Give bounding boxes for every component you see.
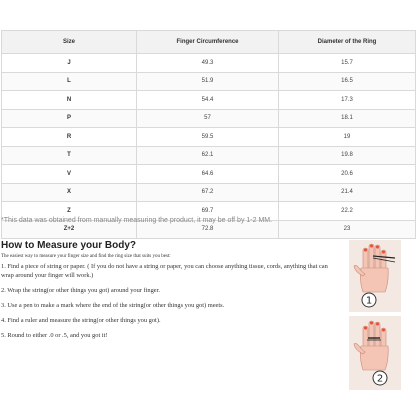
cell-size: T	[2, 146, 137, 165]
cell-circumference: 69.7	[137, 202, 279, 221]
table-row	[2, 183, 416, 202]
cell-size: L	[2, 72, 137, 91]
cell-diameter: 22.2	[279, 202, 416, 221]
cell-diameter: 23	[279, 220, 416, 239]
howto-title: How to Measure your Body?	[1, 240, 137, 251]
table-row	[2, 91, 416, 110]
cell-size: V	[2, 165, 137, 184]
cell-size: J	[2, 54, 137, 73]
cell-circumference: 67.2	[137, 183, 279, 202]
cell-circumference: 54.4	[137, 91, 279, 110]
cell-circumference: 57	[137, 109, 279, 128]
hand2-number: 2	[376, 373, 384, 385]
table-row	[2, 54, 416, 73]
cell-diameter: 21.4	[279, 183, 416, 202]
howto-step: 3. Use a pen to make a mark where the end of the string(or other things you got) meets.	[1, 302, 225, 309]
hand-mark-string-icon	[349, 316, 401, 390]
hand-illustration-1	[349, 240, 401, 312]
cell-diameter: 20.6	[279, 165, 416, 184]
cell-circumference: 49.3	[137, 54, 279, 73]
cell-size: N	[2, 91, 137, 110]
howto-steps	[1, 262, 341, 346]
cell-size: Z	[2, 202, 137, 221]
cell-diameter: 17.3	[279, 91, 416, 110]
cell-diameter: 18.1	[279, 109, 416, 128]
table-row	[2, 165, 416, 184]
howto-step: 5. Round to either .0 or .5, and you got it!	[1, 332, 108, 339]
cell-diameter: 16.5	[279, 72, 416, 91]
hand1-number: 1	[365, 295, 373, 307]
table-row	[2, 109, 416, 128]
table-header-row	[2, 31, 416, 54]
cell-circumference: 59.5	[137, 128, 279, 147]
howto-step: 2. Wrap the string(or other things you got) around your finger.	[1, 287, 161, 294]
table-row	[2, 128, 416, 147]
cell-diameter: 19.8	[279, 146, 416, 165]
cell-size: X	[2, 183, 137, 202]
howto-step: 1. Find a piece of string or paper. ( If you do not have a string or paper, you can choose anything tissue, cords, anything that can wrap around your finger will work.)	[1, 263, 328, 279]
cell-circumference: 51.9	[137, 72, 279, 91]
cell-size: Z+2	[2, 220, 137, 239]
header-ring-diameter: Diameter of the Ring	[279, 31, 416, 54]
ring-size-table	[1, 30, 416, 239]
howto-step: 4. Find a ruler and measure the string(or other things you got).	[1, 317, 161, 324]
cell-circumference: 64.6	[137, 165, 279, 184]
cell-size: R	[2, 128, 137, 147]
table-row	[2, 146, 416, 165]
header-size: Size	[2, 31, 137, 54]
cell-circumference: 72.8	[137, 220, 279, 239]
cell-circumference: 62.1	[137, 146, 279, 165]
measurement-disclaimer: *This data was obtained from manually measuring the product, it may be off by 1-2 MM.	[1, 217, 273, 224]
table-row	[2, 72, 416, 91]
header-finger-circumference: Finger Circumference	[137, 31, 279, 54]
howto-intro: The easiest way to measure your finger size and find the ring size that suits you best:	[1, 254, 171, 259]
cell-size: P	[2, 109, 137, 128]
hand-wrap-string-icon	[349, 240, 401, 312]
cell-diameter: 19	[279, 128, 416, 147]
cell-diameter: 15.7	[279, 54, 416, 73]
hand-illustration-2	[349, 316, 401, 390]
